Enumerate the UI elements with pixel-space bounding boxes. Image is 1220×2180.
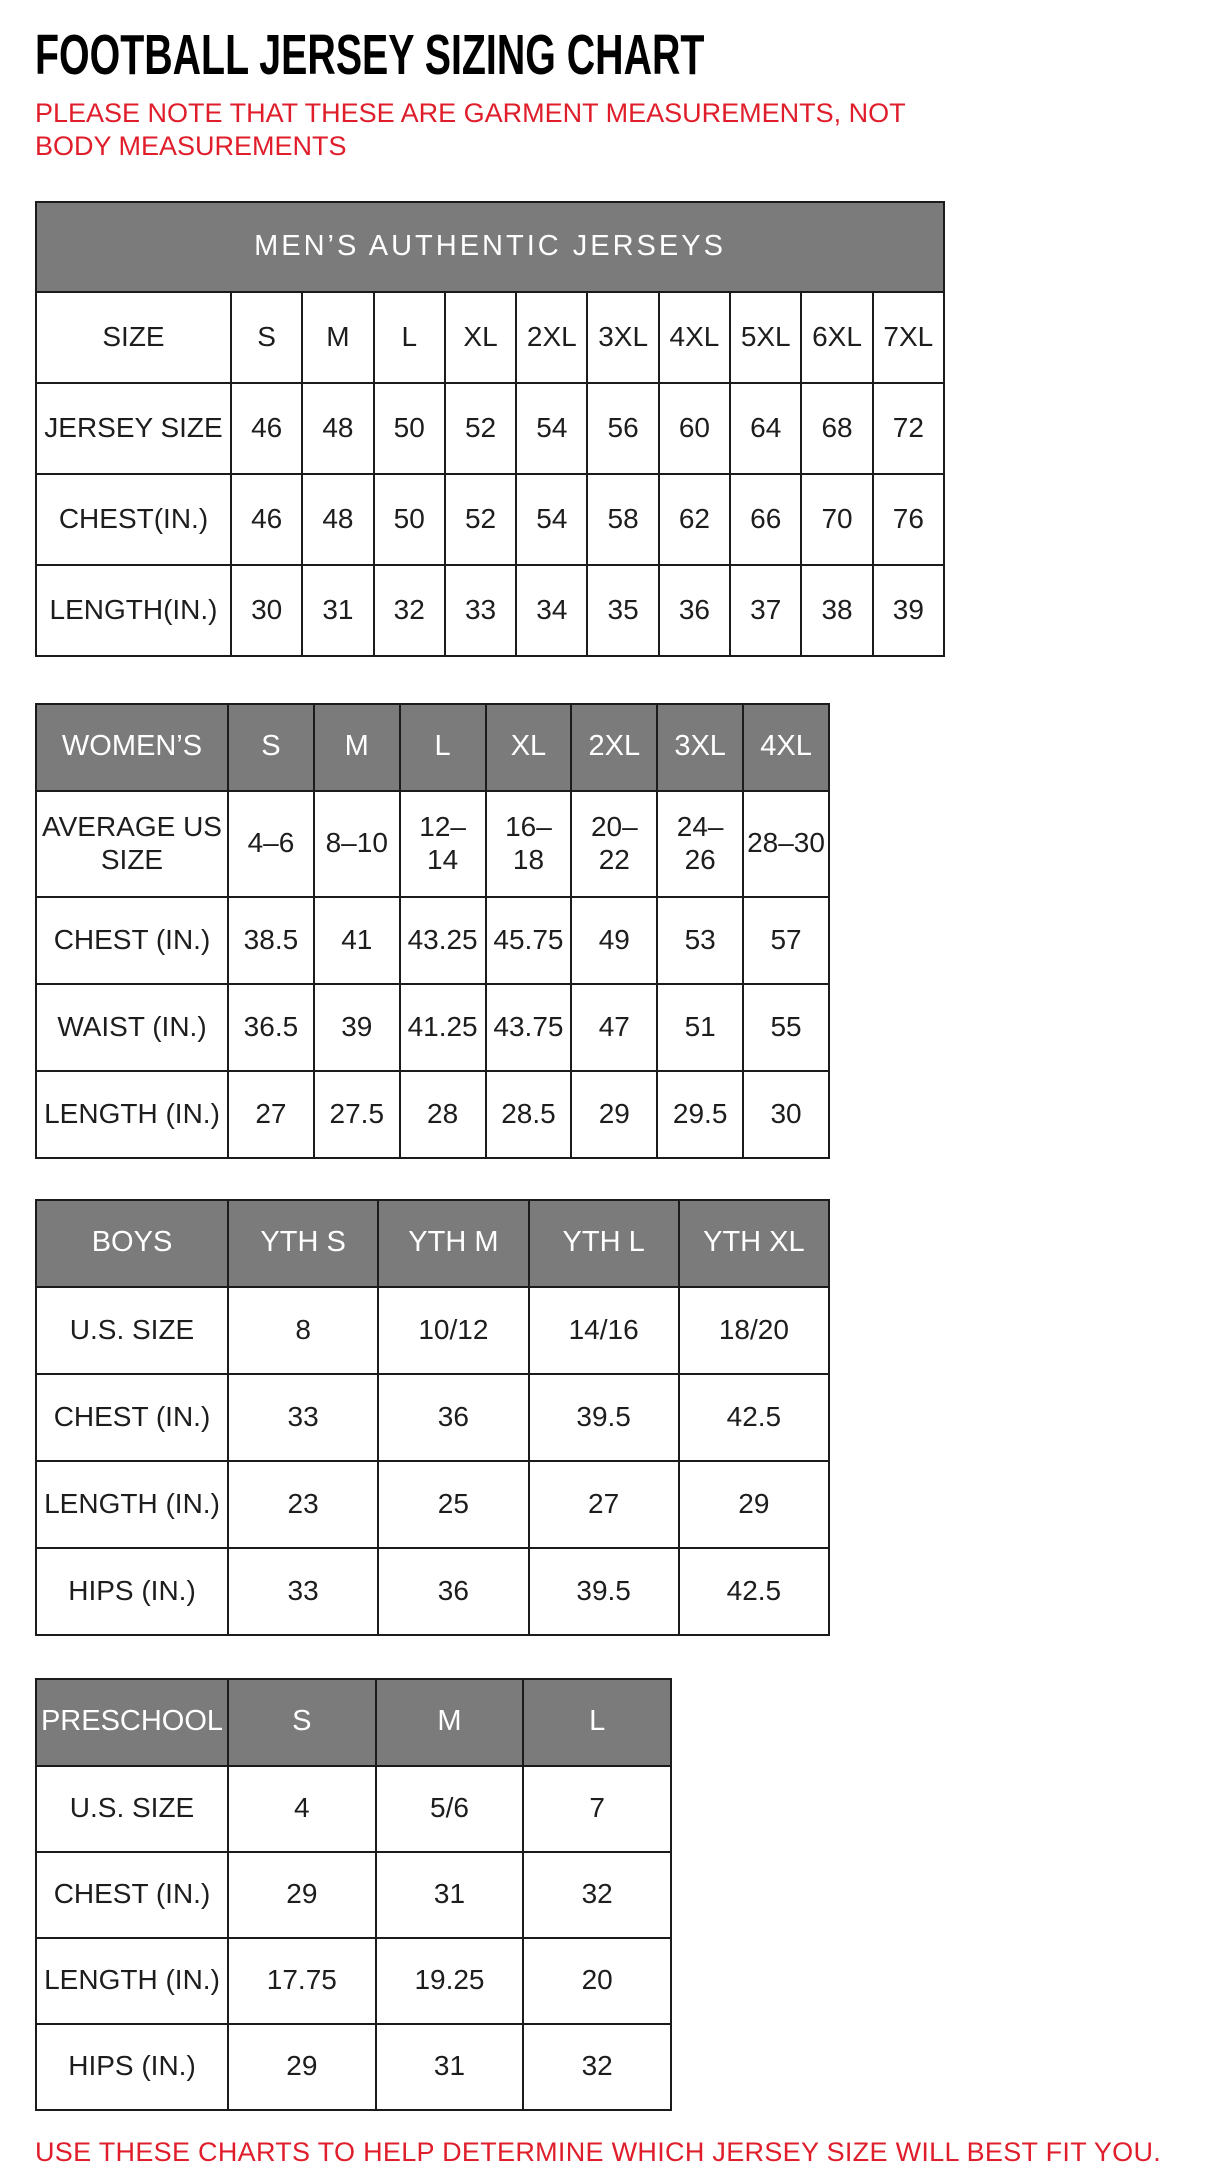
row-label: LENGTH (IN.) — [36, 1071, 228, 1158]
table-row — [36, 791, 829, 897]
value-cell: 29 — [679, 1461, 829, 1548]
value-cell: 17.75 — [228, 1938, 376, 2024]
table-row — [36, 1766, 671, 1852]
size-header-cell: YTH L — [529, 1200, 679, 1287]
value-cell: 56 — [587, 383, 658, 474]
value-cell: 10/12 — [378, 1287, 528, 1374]
womens-table — [35, 703, 830, 1159]
table-header-label: BOYS — [36, 1200, 228, 1287]
table-row — [36, 292, 944, 383]
value-cell: 36 — [659, 565, 730, 656]
value-cell: 7 — [523, 1766, 671, 1852]
value-cell: 23 — [228, 1461, 378, 1548]
value-cell: 29.5 — [657, 1071, 743, 1158]
value-cell: 54 — [516, 383, 587, 474]
value-cell: 12–14 — [400, 791, 486, 897]
value-cell: 42.5 — [679, 1374, 829, 1461]
value-cell: 31 — [376, 2024, 524, 2110]
value-cell: 28 — [400, 1071, 486, 1158]
size-header-cell: M — [314, 704, 400, 791]
value-cell: 28.5 — [486, 1071, 572, 1158]
table-banner: MEN’S AUTHENTIC JERSEYS — [36, 202, 944, 292]
value-cell: 8–10 — [314, 791, 400, 897]
row-label: LENGTH (IN.) — [36, 1938, 228, 2024]
size-header-cell: S — [228, 704, 314, 791]
value-cell: 32 — [374, 565, 445, 656]
table-row — [36, 1287, 829, 1374]
row-label: WAIST (IN.) — [36, 984, 228, 1071]
value-cell: 5XL — [730, 292, 801, 383]
row-label: AVERAGE US SIZE — [36, 791, 228, 897]
value-cell: 39.5 — [529, 1548, 679, 1635]
value-cell: 57 — [743, 897, 829, 984]
value-cell: 54 — [516, 474, 587, 565]
value-cell: 24–26 — [657, 791, 743, 897]
value-cell: 46 — [231, 474, 302, 565]
value-cell: 29 — [228, 2024, 376, 2110]
value-cell: 31 — [376, 1852, 524, 1938]
value-cell: 34 — [516, 565, 587, 656]
row-label: LENGTH(IN.) — [36, 565, 231, 656]
value-cell: 29 — [571, 1071, 657, 1158]
row-label: LENGTH (IN.) — [36, 1461, 228, 1548]
row-label: JERSEY SIZE — [36, 383, 231, 474]
value-cell: 36 — [378, 1374, 528, 1461]
value-cell: 50 — [374, 383, 445, 474]
table-row — [36, 474, 944, 565]
mens-authentic-jerseys-table — [35, 201, 945, 657]
value-cell: 48 — [302, 474, 373, 565]
value-cell: S — [231, 292, 302, 383]
value-cell: 46 — [231, 383, 302, 474]
size-header-cell: M — [376, 1679, 524, 1766]
size-header-cell: L — [400, 704, 486, 791]
value-cell: 27 — [228, 1071, 314, 1158]
table-header-label: WOMEN’S — [36, 704, 228, 791]
table-row — [36, 1852, 671, 1938]
value-cell: 32 — [523, 1852, 671, 1938]
value-cell: XL — [445, 292, 516, 383]
value-cell: 50 — [374, 474, 445, 565]
value-cell: 4–6 — [228, 791, 314, 897]
size-header-cell: XL — [486, 704, 572, 791]
value-cell: L — [374, 292, 445, 383]
value-cell: 30 — [231, 565, 302, 656]
value-cell: 58 — [587, 474, 658, 565]
value-cell: 60 — [659, 383, 730, 474]
row-label: U.S. SIZE — [36, 1287, 228, 1374]
value-cell: 55 — [743, 984, 829, 1071]
table-row — [36, 565, 944, 656]
value-cell: 37 — [730, 565, 801, 656]
value-cell: 4XL — [659, 292, 730, 383]
value-cell: 64 — [730, 383, 801, 474]
value-cell: 30 — [743, 1071, 829, 1158]
value-cell: 18/20 — [679, 1287, 829, 1374]
value-cell: 8 — [228, 1287, 378, 1374]
table-header-row — [36, 1679, 671, 1766]
row-label: HIPS (IN.) — [36, 2024, 228, 2110]
value-cell: 41 — [314, 897, 400, 984]
value-cell: 2XL — [516, 292, 587, 383]
value-cell: 62 — [659, 474, 730, 565]
row-label: CHEST (IN.) — [36, 1852, 228, 1938]
value-cell: 38 — [801, 565, 872, 656]
value-cell: 20–22 — [571, 791, 657, 897]
value-cell: 27.5 — [314, 1071, 400, 1158]
value-cell: 51 — [657, 984, 743, 1071]
size-header-cell: YTH S — [228, 1200, 378, 1287]
row-label: CHEST(IN.) — [36, 474, 231, 565]
value-cell: 39.5 — [529, 1374, 679, 1461]
value-cell: 66 — [730, 474, 801, 565]
value-cell: 76 — [873, 474, 944, 565]
value-cell: 4 — [228, 1766, 376, 1852]
value-cell: 49 — [571, 897, 657, 984]
value-cell: 6XL — [801, 292, 872, 383]
table-row — [36, 1461, 829, 1548]
value-cell: 28–30 — [743, 791, 829, 897]
value-cell: 42.5 — [679, 1548, 829, 1635]
value-cell: 70 — [801, 474, 872, 565]
value-cell: 14/16 — [529, 1287, 679, 1374]
value-cell: 48 — [302, 383, 373, 474]
garment-measurement-note: PLEASE NOTE THAT THESE ARE GARMENT MEASUREMENTS, NOT BODY MEASUREMENTS — [35, 97, 906, 161]
size-header-cell: S — [228, 1679, 376, 1766]
page-title: FOOTBALL JERSEY SIZING CHART — [35, 23, 705, 87]
value-cell: 47 — [571, 984, 657, 1071]
value-cell: 52 — [445, 383, 516, 474]
value-cell: 27 — [529, 1461, 679, 1548]
value-cell: 72 — [873, 383, 944, 474]
row-label: CHEST (IN.) — [36, 897, 228, 984]
value-cell: 16–18 — [486, 791, 572, 897]
value-cell: 32 — [523, 2024, 671, 2110]
table-header-row — [36, 704, 829, 791]
row-label: CHEST (IN.) — [36, 1374, 228, 1461]
value-cell: 33 — [228, 1374, 378, 1461]
size-header-cell: 3XL — [657, 704, 743, 791]
value-cell: 68 — [801, 383, 872, 474]
value-cell: 39 — [314, 984, 400, 1071]
row-label: SIZE — [36, 292, 231, 383]
value-cell: 41.25 — [400, 984, 486, 1071]
value-cell: 33 — [445, 565, 516, 656]
table-row — [36, 1938, 671, 2024]
value-cell: 43.25 — [400, 897, 486, 984]
value-cell: 36 — [378, 1548, 528, 1635]
table-row — [36, 383, 944, 474]
size-header-cell: 4XL — [743, 704, 829, 791]
size-header-cell: 2XL — [571, 704, 657, 791]
value-cell: 43.75 — [486, 984, 572, 1071]
value-cell: 36.5 — [228, 984, 314, 1071]
table-header-row — [36, 1200, 829, 1287]
preschool-table — [35, 1678, 672, 2111]
size-header-cell: YTH M — [378, 1200, 528, 1287]
value-cell: 39 — [873, 565, 944, 656]
value-cell: 3XL — [587, 292, 658, 383]
table-row — [36, 1374, 829, 1461]
row-label: U.S. SIZE — [36, 1766, 228, 1852]
value-cell: 53 — [657, 897, 743, 984]
table-banner-row — [36, 202, 944, 292]
value-cell: 45.75 — [486, 897, 572, 984]
size-header-cell: YTH XL — [679, 1200, 829, 1287]
table-row — [36, 1071, 829, 1158]
table-row — [36, 984, 829, 1071]
value-cell: 38.5 — [228, 897, 314, 984]
footer-note: USE THESE CHARTS TO HELP DETERMINE WHICH JERSEY SIZE WILL BEST FIT YOU. — [35, 2136, 1162, 2167]
value-cell: 33 — [228, 1548, 378, 1635]
value-cell: 19.25 — [376, 1938, 524, 2024]
table-row — [36, 897, 829, 984]
value-cell: 35 — [587, 565, 658, 656]
value-cell: M — [302, 292, 373, 383]
row-label: HIPS (IN.) — [36, 1548, 228, 1635]
value-cell: 20 — [523, 1938, 671, 2024]
table-header-label: PRESCHOOL — [36, 1679, 228, 1766]
boys-table — [35, 1199, 830, 1636]
value-cell: 7XL — [873, 292, 944, 383]
size-header-cell: L — [523, 1679, 671, 1766]
table-row — [36, 2024, 671, 2110]
table-row — [36, 1548, 829, 1635]
value-cell: 5/6 — [376, 1766, 524, 1852]
value-cell: 52 — [445, 474, 516, 565]
value-cell: 25 — [378, 1461, 528, 1548]
value-cell: 31 — [302, 565, 373, 656]
value-cell: 29 — [228, 1852, 376, 1938]
